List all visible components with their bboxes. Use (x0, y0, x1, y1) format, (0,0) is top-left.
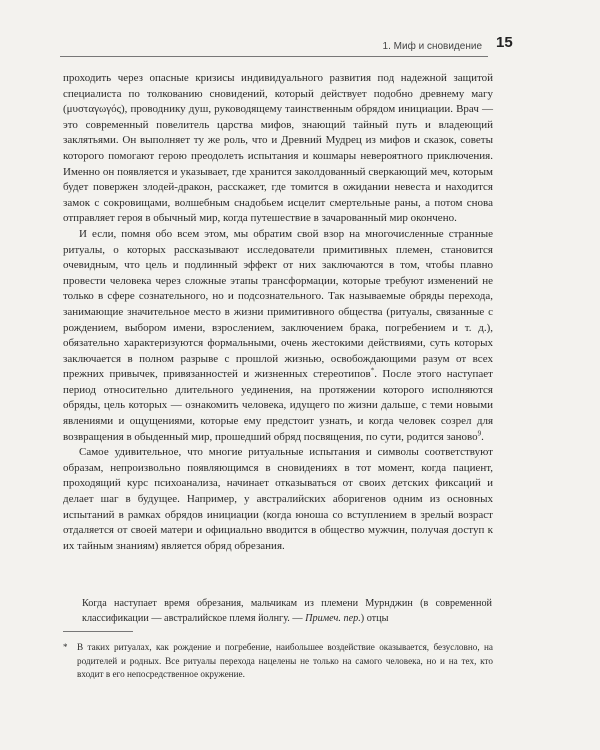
footnote-text: В таких ритуалах, как рождение и погребение, наибольшее воздействие оказывается, безусловно, на родителей и родных. Все ритуалы перехода нацелены не только на самого человека, но и на тех, кто входит в его непосредственное окружение. (77, 642, 493, 679)
paragraph-2-part-3: . (481, 430, 484, 443)
footnote-ref-9: 9 (477, 429, 482, 437)
page-header (60, 34, 488, 57)
footnote-ref-asterisk: * (370, 366, 375, 375)
paragraph-2 (63, 227, 493, 445)
running-head: 1. Миф и сновидение (382, 41, 482, 52)
block-quote (82, 596, 492, 626)
quote-text: Когда наступает время обрезания, мальчикам из племени Мурнджин (в современной классификации — австралийское племя йолнгу. — (82, 598, 492, 624)
footnote-mark: * (63, 642, 68, 652)
footnote-divider (63, 631, 133, 632)
footnote (63, 641, 493, 682)
paragraph-3: Самое удивительное, что многие ритуальные испытания и символы соответствуют образам, непроизвольно появляющимся в сновидениях в тот момент, когда пациент, проходящий курс психоанализа, начинает отказываться от своих детских фиксаций и делает шаг в будущее. Например, у австралийских аборигенов одним из основных испытаний в рамках обрядов инициации (когда юноша со вступлением в зрелый возраст отдаляется от своей матери и официально вводится в общество мужчин, получая доступ к их тайным знаниям) является обряд обрезания. (63, 446, 493, 552)
paragraph-2-part-2: . После этого наступает период относительно длительного уединения, на протяжении которого исполняются обряды, цель которых — ознакомить человека, идущего по жизни дальше, с теми новыми явлениями и ощущениями, которые ему предстоит узнать, и когда человек созрел для возвращения в обыденный мир, прошедший обряд посвящения, по сути, родится заново (63, 368, 493, 443)
body-text (63, 71, 493, 554)
page-number: 15 (496, 34, 513, 51)
quote-text-end: ) отцы (360, 613, 389, 624)
quote-italic-note: Примеч. пер. (305, 613, 361, 624)
paragraph-2-part-1: И если, помня обо всем этом, мы обратим свой взор на многочисленные странные ритуалы, о которых рассказывают исследователи примитивных племен, становится очевидным, что цель и подлинный эффект от них заключаются в том, чтобы плавно провести человека через сложные этапы трансформации, которые требуют изменений не только в сфере сознательного, но и подсознательного. Так называемые обряды перехода, занимающие значительное место в жизни примитивного общества (ритуалы, связанные с рождением, выбором имени, взрослением, заключением брака, погребением и т. д.), обязательно характеризуются формальными, очень жестокими действиями, суть которых заключается в полном разрыве с прошлой жизнью, освобождающими разум от всех прежних привычек, привязанностей и жизненных стереотипов (63, 227, 493, 381)
paragraph-1: проходить через опасные кризисы индивидуального развития под надежной защитой специалиста по толкованию сновидений, который действует подобно древнему магу (μυσταγωγός), проводнику душ, руководящему таинственным обрядом инициации. Врач — это современный повелитель царства мифов, знающий тайный путь и владеющий заклятьями. Он выполняет ту же роль, что и Древний Мудрец из мифов и сказок, советы которого помогают герою преодолеть испытания и кошмары невероятного приключения. Именно он появляется и указывает, где хранится заколдованный сверкающий меч, которым будет повержен злодей-дракон, расскажет, где томится в ожидании невеста и находится замок с сокровищами, волшебным снадобьем исцелит смертельные раны, а потом снова отправляет героя в обычный мир, когда путешествие в зачарованный мир окончено. (63, 72, 493, 225)
